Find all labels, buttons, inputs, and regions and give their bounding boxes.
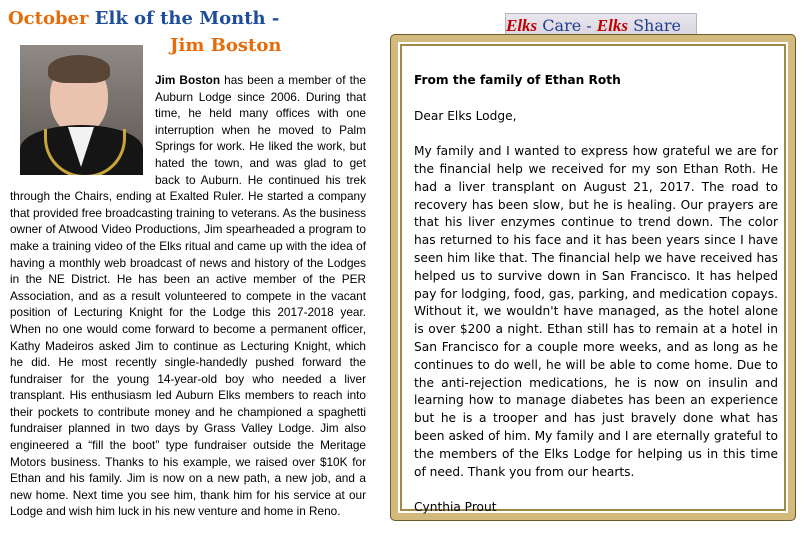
member-profile-article <box>10 72 366 520</box>
profile-text: has been a member of the Auburn Lodge since 2006. During that time, he held many offices with one interruption when he moved to Palm Springs for work. He liked the work, but hated the town, and was glad to get back to Auburn. He continued his trek through the Chairs, ending at Exalted Ruler. He started a company that provided free broadcasting training to veterans. As the business owner of Atwood Video Productions, Jim spearheaded a program to make a training video of the Elks ritual and came up with the idea of having a monthly web broadcast of news and history of the Lodges in the NE District. He has been an active member of the PER Association, and as a result volunteered to compete in the vacant position of Lecturing Knight for the Lodge this 2017-2018 year. When no one would come forward to become a permanent officer, Kathy Madeiros asked Jim to continue as Lecturing Knight, which he did. He most recently single-handedly pushed forward the fundraiser for the young 14-year-old boy who needed a liver transplant. His enthusiasm led Auburn Elks members to reach into their pockets to contribute money and he championed a spaghetti fundraiser planned in two days by Grass Valley Lodge. Jim also engineered a “fill the boot” type fundraiser outside the Meritage Motors business. Thanks to his example, we raised over $10K for Ethan and his family. Jim is now on a new path, a new job, and a new home. Next time you see him, thank him for his service at our Lodge and wish him luck in his new venture and home in Reno. <box>10 73 366 519</box>
banner-share: Share <box>633 16 681 35</box>
article-heading <box>8 7 304 56</box>
letter-body: My family and I wanted to express how grateful we are for the financial help we received for my son Ethan Roth. He had a liver transplant on August 21, 2017. The road to recovery has been slow, but he is healing. Our prayers are that his liver enzymes continue to trend down. The color has returned to his face and it has been years since I have seen him like that. The financial help we have received has helped us to survive down in San Francisco. It has helped pay for lodging, food, gas, parking, and medication copays. Without it, we wouldn't have managed, as the hotel alone is over $200 a night. Ethan still has to remain at a hotel in San Francisco for a couple more weeks, and as long as he continues to do well, he will be able to come home. Due to the anti-rejection medications, he is now on insulin and learning how to manage diabetes has been an experience but he is a trooper and has just bravely done what has been asked of him. My family and I are eternally grateful to the members of the Elks Lodge for helping us in this time of need. Thank you from our hearts. <box>414 144 778 479</box>
photo-wrap-spacer <box>10 72 155 184</box>
letter-title: From the family of Ethan Roth <box>414 73 621 87</box>
heading-title: Elk of the Month - <box>94 8 280 29</box>
letter-signature: Cynthia Prout <box>414 500 497 515</box>
heading-month: October <box>8 8 89 29</box>
letter-greeting: Dear Elks Lodge, <box>414 108 517 123</box>
heading-line-1 <box>8 7 304 31</box>
profile-name-bold: Jim Boston <box>155 73 221 87</box>
thank-you-letter <box>414 72 778 517</box>
banner-elks-2: Elks <box>596 16 628 35</box>
banner-elks-1: Elks <box>506 16 538 35</box>
banner-dash: - <box>586 16 592 35</box>
banner-care: Care <box>542 16 582 35</box>
heading-member-name: Jim Boston <box>170 35 282 56</box>
